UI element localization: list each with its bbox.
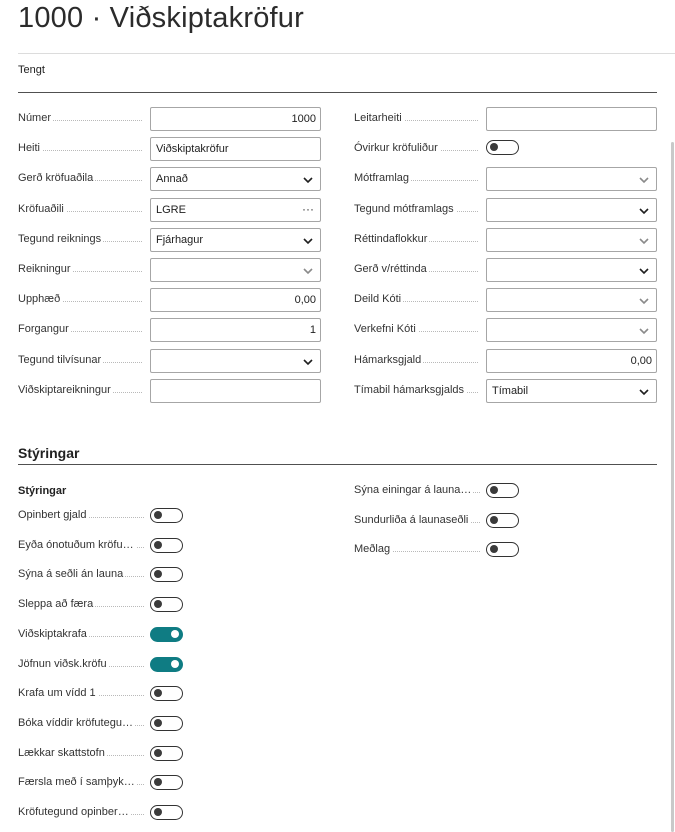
field-label-ovirkur-krofulidur: Óvirkur kröfuliður bbox=[354, 142, 438, 155]
toggle-boka-viddir-krofutegu[interactable] bbox=[150, 716, 183, 731]
field-label-vidskiptareikningur: Viðskiptareikningur bbox=[18, 383, 111, 396]
toggle-row-sundurlida-a-launasedli bbox=[354, 510, 520, 534]
chevron-down-icon bbox=[302, 174, 314, 186]
field-label-gerd-krofuadila: Gerð kröfuaðila bbox=[18, 172, 94, 185]
related-menu-button[interactable]: Tengt bbox=[18, 64, 45, 76]
toggle-label-medlag: Meðlag bbox=[354, 543, 391, 556]
input-hamarksgjald[interactable] bbox=[486, 349, 657, 373]
input-forgangur[interactable] bbox=[150, 318, 321, 342]
chevron-down-icon bbox=[638, 295, 650, 307]
select-tegund-motframlags[interactable] bbox=[486, 198, 657, 222]
toggle-row-krafa-um-vidd-1 bbox=[18, 683, 184, 707]
chevron-down-icon bbox=[638, 325, 650, 337]
general-section-divider bbox=[18, 92, 657, 93]
chevron-down-icon bbox=[638, 265, 650, 277]
field-value-tegund-reiknings: Fjárhagur bbox=[156, 233, 204, 246]
field-label-hamarksgjald: Hámarksgjald bbox=[354, 353, 422, 366]
field-label-tegund-motframlags: Tegund mótframlags bbox=[354, 202, 454, 215]
toggle-jofnun-vidsk-krofu[interactable] bbox=[150, 657, 183, 672]
field-label-deild-koti: Deild Kóti bbox=[354, 293, 402, 306]
chevron-down-icon bbox=[638, 235, 650, 247]
page-title: 1000 · Viðskiptakröfur bbox=[18, 2, 304, 34]
toggle-label-faersla-med-i-samthyk: Færsla með í samþyk… bbox=[18, 776, 135, 789]
input-upphaed[interactable] bbox=[150, 288, 321, 312]
field-row-forgangur bbox=[18, 318, 321, 342]
toggle-label-syna-einingar-a-launa: Sýna einingar á launa… bbox=[354, 484, 472, 496]
field-label-motframlag: Mótframlag bbox=[354, 172, 410, 185]
toggle-syna-einingar-a-launa[interactable] bbox=[486, 483, 519, 498]
input-leitarheiti[interactable] bbox=[486, 107, 657, 131]
toggle-label-sleppa-ad-faera: Sleppa að færa bbox=[18, 598, 94, 611]
select-tegund-tilvisunar[interactable] bbox=[150, 349, 321, 373]
field-value-krofuadili: LGRE bbox=[156, 203, 186, 216]
field-row-verkefni-koti bbox=[354, 318, 657, 342]
field-label-numer: Númer bbox=[18, 112, 52, 124]
toggle-laekkar-skattstofn[interactable] bbox=[150, 746, 183, 761]
toggle-vidskiptakrafa[interactable] bbox=[150, 627, 183, 642]
field-label-heiti: Heiti bbox=[18, 142, 41, 155]
field-row-tegund-motframlags bbox=[354, 198, 657, 222]
field-label-forgangur: Forgangur bbox=[18, 323, 69, 336]
toggle-row-faersla-med-i-samthyk bbox=[18, 772, 184, 796]
toggle-label-vidskiptakrafa: Viðskiptakrafa bbox=[18, 627, 87, 640]
select-gerd-v-rettinda[interactable] bbox=[486, 258, 657, 282]
field-value-hamarksgjald: 0,00 bbox=[630, 354, 652, 367]
field-row-upphaed bbox=[18, 288, 321, 312]
field-label-leitarheiti: Leitarheiti bbox=[354, 112, 402, 124]
toggle-row-vidskiptakrafa bbox=[18, 624, 184, 648]
field-label-timabil-hamarksgjalds: Tímabil hámarksgjalds bbox=[354, 383, 465, 396]
field-row-deild-koti bbox=[354, 288, 657, 312]
field-row-krofuadili bbox=[18, 198, 321, 222]
field-row-leitarheiti bbox=[354, 107, 657, 131]
field-row-numer bbox=[18, 107, 321, 131]
toggle-row-laekkar-skattstofn bbox=[18, 743, 184, 767]
toggle-krafa-um-vidd-1[interactable] bbox=[150, 686, 183, 701]
toggle-row-boka-viddir-krofutegu bbox=[18, 713, 184, 737]
lookup-krofuadili[interactable] bbox=[150, 198, 321, 222]
field-value-numer: 1000 bbox=[291, 113, 316, 125]
chevron-down-icon bbox=[302, 356, 314, 368]
select-timabil-hamarksgjalds[interactable] bbox=[486, 379, 657, 403]
toggle-label-syna-a-sedli-an-launa: Sýna á seðli án launa bbox=[18, 568, 124, 581]
field-label-tegund-reiknings: Tegund reiknings bbox=[18, 232, 102, 245]
select-verkefni-koti[interactable] bbox=[486, 318, 657, 342]
input-heiti[interactable] bbox=[150, 137, 321, 161]
section-title-controls[interactable]: Stýringar bbox=[18, 445, 80, 461]
field-value-forgangur: 1 bbox=[309, 324, 316, 337]
field-row-timabil-hamarksgjalds bbox=[354, 379, 657, 403]
toggle-row-syna-a-sedli-an-launa bbox=[18, 564, 184, 588]
select-deild-koti[interactable] bbox=[486, 288, 657, 312]
toggle-syna-a-sedli-an-launa[interactable] bbox=[150, 567, 183, 582]
group-title-controls: Stýringar bbox=[18, 485, 67, 497]
field-label-reikningur: Reikningur bbox=[18, 263, 71, 275]
toggle-row-eyda-onotudum-krofu bbox=[18, 535, 184, 559]
toggle-row-jofnun-vidsk-krofu bbox=[18, 654, 184, 678]
field-label-gerd-v-rettinda: Gerð v/réttinda bbox=[354, 263, 427, 275]
toggle-krofutegund-opinber[interactable] bbox=[150, 805, 183, 820]
input-numer[interactable] bbox=[150, 107, 321, 131]
field-value-heiti: Viðskiptakröfur bbox=[156, 143, 229, 156]
select-reikningur[interactable] bbox=[150, 258, 321, 282]
input-vidskiptareikningur[interactable] bbox=[150, 379, 321, 403]
field-label-tegund-tilvisunar: Tegund tilvísunar bbox=[18, 353, 102, 366]
chevron-down-icon bbox=[302, 265, 314, 277]
field-row-tegund-reiknings bbox=[18, 228, 321, 252]
field-row-gerd-krofuadila bbox=[18, 167, 321, 191]
toggle-sundurlida-a-launasedli[interactable] bbox=[486, 513, 519, 528]
ellipsis-icon[interactable]: ··· bbox=[302, 201, 314, 216]
field-row-gerd-v-rettinda bbox=[354, 258, 657, 282]
field-label-upphaed: Upphæð bbox=[18, 293, 61, 306]
toggle-row-krofutegund-opinber bbox=[18, 802, 184, 826]
chevron-down-icon bbox=[638, 386, 650, 398]
chevron-down-icon bbox=[638, 174, 650, 186]
field-row-heiti bbox=[18, 137, 321, 161]
field-row-rettindaflokkur bbox=[354, 228, 657, 252]
toggle-label-eyda-onotudum-krofu: Eyða ónotuðum kröfu… bbox=[18, 538, 134, 551]
field-row-vidskiptareikningur bbox=[18, 379, 321, 403]
field-row-motframlag bbox=[354, 167, 657, 191]
field-value-timabil-hamarksgjalds: Tímabil bbox=[492, 384, 529, 397]
field-label-rettindaflokkur: Réttindaflokkur bbox=[354, 232, 428, 245]
toggle-label-laekkar-skattstofn: Lækkar skattstofn bbox=[18, 746, 105, 759]
toggle-label-boka-viddir-krofutegu: Bóka víddir kröfutegu… bbox=[18, 716, 133, 729]
select-gerd-krofuadila[interactable] bbox=[150, 167, 321, 191]
header-divider bbox=[18, 53, 675, 54]
toggle-label-krofutegund-opinber: Kröfutegund opinber… bbox=[18, 806, 129, 818]
toggle-eyda-onotudum-krofu[interactable] bbox=[150, 538, 183, 553]
page-scrollbar[interactable] bbox=[669, 142, 675, 832]
toggle-opinbert-gjald[interactable] bbox=[150, 508, 183, 523]
toggle-label-opinbert-gjald: Opinbert gjald bbox=[18, 509, 87, 521]
toggle-label-sundurlida-a-launasedli: Sundurliða á launaseðli bbox=[354, 513, 469, 526]
field-label-krofuadili: Kröfuaðili bbox=[18, 202, 64, 215]
field-row-tegund-tilvisunar bbox=[18, 349, 321, 373]
toggle-row-sleppa-ad-faera bbox=[18, 594, 184, 618]
toggle-row-opinbert-gjald bbox=[18, 505, 184, 529]
chevron-down-icon bbox=[302, 235, 314, 247]
scrollbar-thumb[interactable] bbox=[671, 142, 674, 832]
toggle-sleppa-ad-faera[interactable] bbox=[150, 597, 183, 612]
select-rettindaflokkur[interactable] bbox=[486, 228, 657, 252]
select-tegund-reiknings[interactable] bbox=[150, 228, 321, 252]
field-row-reikningur bbox=[18, 258, 321, 282]
toggle-row-syna-einingar-a-launa bbox=[354, 480, 520, 504]
field-row-ovirkur-krofulidur bbox=[354, 137, 657, 161]
toggle-medlag[interactable] bbox=[486, 542, 519, 557]
field-label-verkefni-koti: Verkefni Kóti bbox=[354, 323, 416, 336]
field-value-gerd-krofuadila: Annað bbox=[156, 173, 188, 186]
toggle-label-krafa-um-vidd-1: Krafa um vídd 1 bbox=[18, 687, 96, 700]
controls-section-divider bbox=[18, 464, 657, 465]
toggle-label-jofnun-vidsk-krofu: Jöfnun viðsk.kröfu bbox=[18, 657, 107, 670]
toggle-faersla-med-i-samthyk[interactable] bbox=[150, 775, 183, 790]
field-value-upphaed: 0,00 bbox=[294, 294, 316, 307]
field-row-hamarksgjald bbox=[354, 349, 657, 373]
toggle-ovirkur-krofulidur[interactable] bbox=[486, 140, 519, 155]
chevron-down-icon bbox=[638, 205, 650, 217]
toggle-row-medlag bbox=[354, 539, 520, 563]
select-motframlag[interactable] bbox=[486, 167, 657, 191]
